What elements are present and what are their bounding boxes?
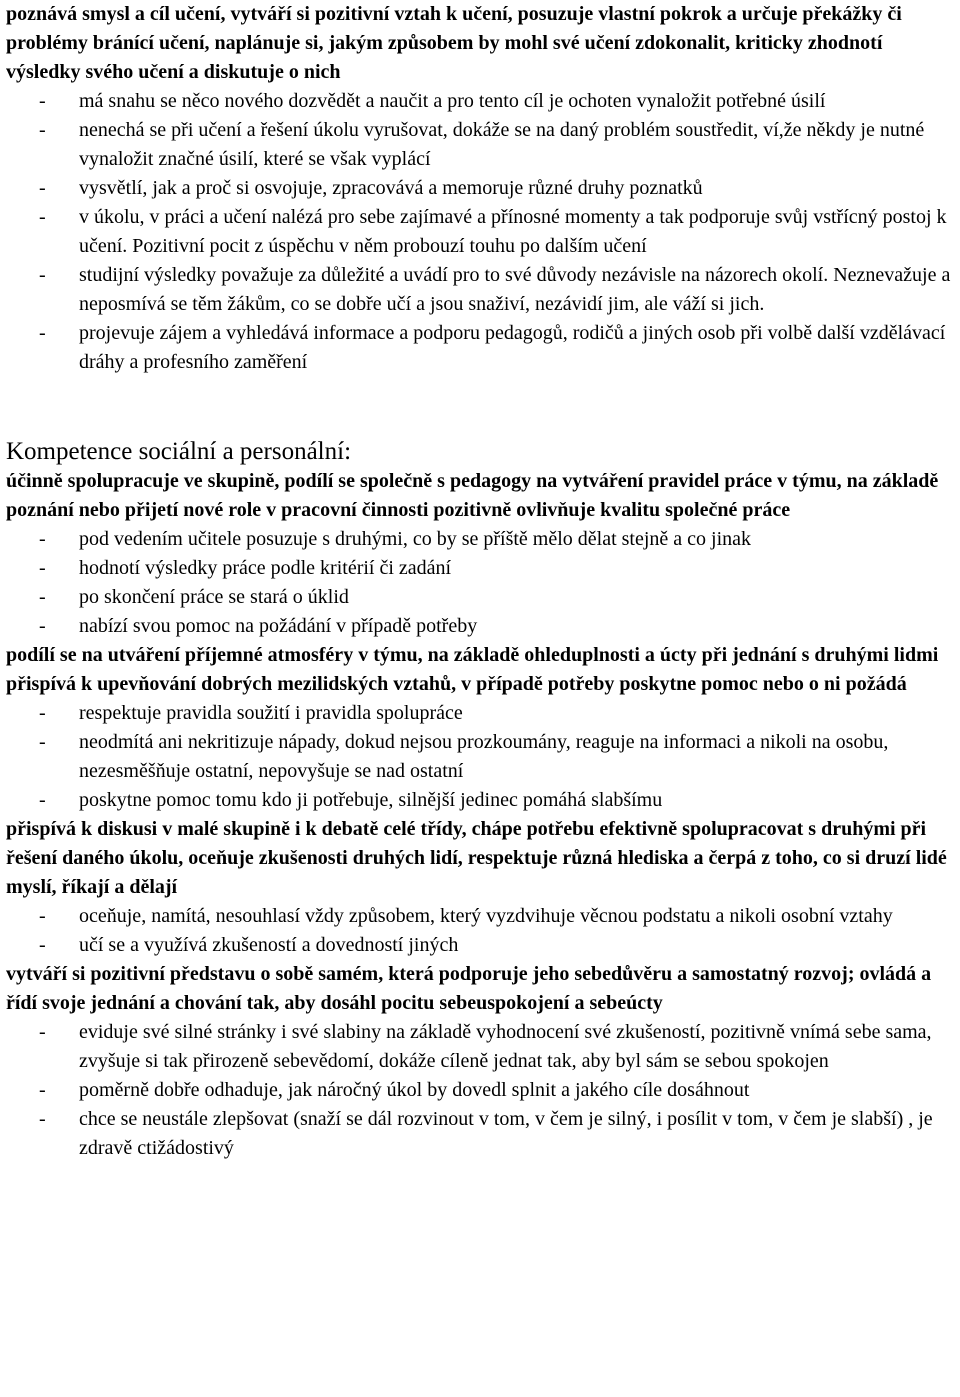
list-item: - poměrně dobře odhaduje, jak náročný úkol by dovedl splnit a jakého cíle dosáhnout (6, 1076, 954, 1105)
dash-marker: - (39, 731, 46, 753)
list-item: - vysvětlí, jak a proč si osvojuje, zpracovává a memoruje různé druhy poznatků (6, 174, 954, 203)
list-item: - studijní výsledky považuje za důležité a uvádí pro to své důvody nezávisle na názorech okolí. Neznevažuje a neposmívá se těm žákům, co se dobře učí a jsou snaživí, nezávidí jim, ale váží si jich. (6, 261, 954, 319)
group-list (6, 1018, 954, 1163)
list-item: - chce se neustále zlepšovat (snaží se dál rozvinout v tom, v čem je silný, i posílit v tom, v čem je slabší) , je zdravě ctižádostivý (6, 1105, 954, 1163)
group-lead: přispívá k diskusi v malé skupině i k debatě celé třídy, chápe potřebu efektivně spolupracovat s druhými při řešení daného úkolu, oceňuje zkušenosti druhých lidí, respektuje různá hlediska a čerpá z toho, co si druzí lidé myslí, říkají a dělají (6, 818, 947, 898)
dash-marker: - (39, 586, 46, 608)
list-item: - projevuje zájem a vyhledává informace a podporu pedagogů, rodičů a jiných osob při volbě další vzdělávací dráhy a profesního zaměření (6, 319, 954, 377)
list-item: - oceňuje, namítá, nesouhlasí vždy způsobem, který vyzdvihuje věcnou podstatu a nikoli osobní vztahy (6, 902, 954, 931)
dash-marker: - (39, 557, 46, 579)
list-item: - po skončení práce se stará o úklid (6, 583, 954, 612)
competence-group (6, 815, 954, 960)
dash-marker: - (39, 90, 46, 112)
section-title: Kompetence sociální a personální: (6, 438, 352, 465)
group-lead: účinně spolupracuje ve skupině, podílí se společně s pedagogy na vytváření pravidel práce v týmu, na základě poznání nebo přijetí nové role v pracovní činnosti pozitivně ovlivňuje kvalitu společné práce (6, 470, 939, 521)
list-item: - má snahu se něco nového dozvědět a naučit a pro tento cíl je ochoten vynaložit potřebné úsilí (6, 87, 954, 116)
list-item: - poskytne pomoc tomu kdo ji potřebuje, silnější jedinec pomáhá slabšímu (6, 786, 954, 815)
dash-marker: - (39, 206, 46, 228)
group-lead: vytváří si pozitivní představu o sobě samém, která podporuje jeho sebedůvěru a samostatný rozvoj; ovládá a řídí svoje jednání a chování tak, aby dosáhl pocitu sebeuspokojení a sebeúcty (6, 963, 932, 1014)
group-lead: podílí se na utváření příjemné atmosféry v týmu, na základě ohleduplnosti a úcty při jednání s druhými lidmi přispívá k upevňování dobrých mezilidských vztahů, v případě potřeby poskytne pomoc nebo o ni požádá (6, 644, 939, 695)
competence-group (6, 467, 954, 641)
dash-marker: - (39, 1021, 46, 1043)
competence-group (6, 960, 954, 1163)
dash-marker: - (39, 528, 46, 550)
list-item: - respektuje pravidla soužití i pravidla spolupráce (6, 699, 954, 728)
dash-marker: - (39, 934, 46, 956)
dash-marker: - (39, 322, 46, 344)
dash-marker: - (39, 1079, 46, 1101)
intro-list (6, 87, 954, 377)
dash-marker: - (39, 789, 46, 811)
group-list (6, 902, 954, 960)
dash-marker: - (39, 119, 46, 141)
list-item: - pod vedením učitele posuzuje s druhými, co by se příště mělo dělat stejně a co jinak (6, 525, 954, 554)
intro-block (6, 0, 954, 377)
dash-marker: - (39, 702, 46, 724)
list-item: - eviduje své silné stránky i své slabiny na základě vyhodnocení své zkušeností, pozitivně vnímá sebe sama, zvyšuje si tak přirozeně sebevědomí, dokáže cíleně jednat tak, aby byl sám se sebou spokojen (6, 1018, 954, 1076)
list-item: - nenechá se při učení a řešení úkolu vyrušovat, dokáže se na daný problém soustředit, ví,že někdy je nutné vynaložit značné úsilí, které se však vyplácí (6, 116, 954, 174)
section-gap (6, 377, 954, 437)
list-item: - v úkolu, v práci a učení nalézá pro sebe zajímavé a přínosné momenty a tak podporuje svůj vstřícný postoj k učení. Pozitivní pocit z úspěchu v něm probouzí touhu po dalším učení (6, 203, 954, 261)
list-item: - neodmítá ani nekritizuje nápady, dokud nejsou prozkoumány, reaguje na informaci a nikoli na osobu, nezesměšňuje ostatní, nepovyšuje se nad ostatní (6, 728, 954, 786)
dash-marker: - (39, 905, 46, 927)
dash-marker: - (39, 1108, 46, 1130)
group-list (6, 699, 954, 815)
dash-marker: - (39, 177, 46, 199)
intro-lead: poznává smysl a cíl učení, vytváří si pozitivní vztah k učení, posuzuje vlastní pokrok a určuje překážky či problémy bránící učení, naplánuje si, jakým způsobem by mohl své učení zdokonalit, kriticky zhodnotí výsledky svého učení a diskutuje o nich (6, 3, 902, 83)
list-item: - nabízí svou pomoc na požádání v případě potřeby (6, 612, 954, 641)
competence-group (6, 641, 954, 815)
list-item: - hodnotí výsledky práce podle kritérií či zadání (6, 554, 954, 583)
dash-marker: - (39, 615, 46, 637)
dash-marker: - (39, 264, 46, 286)
group-list (6, 525, 954, 641)
list-item: - učí se a využívá zkušeností a dovedností jiných (6, 931, 954, 960)
